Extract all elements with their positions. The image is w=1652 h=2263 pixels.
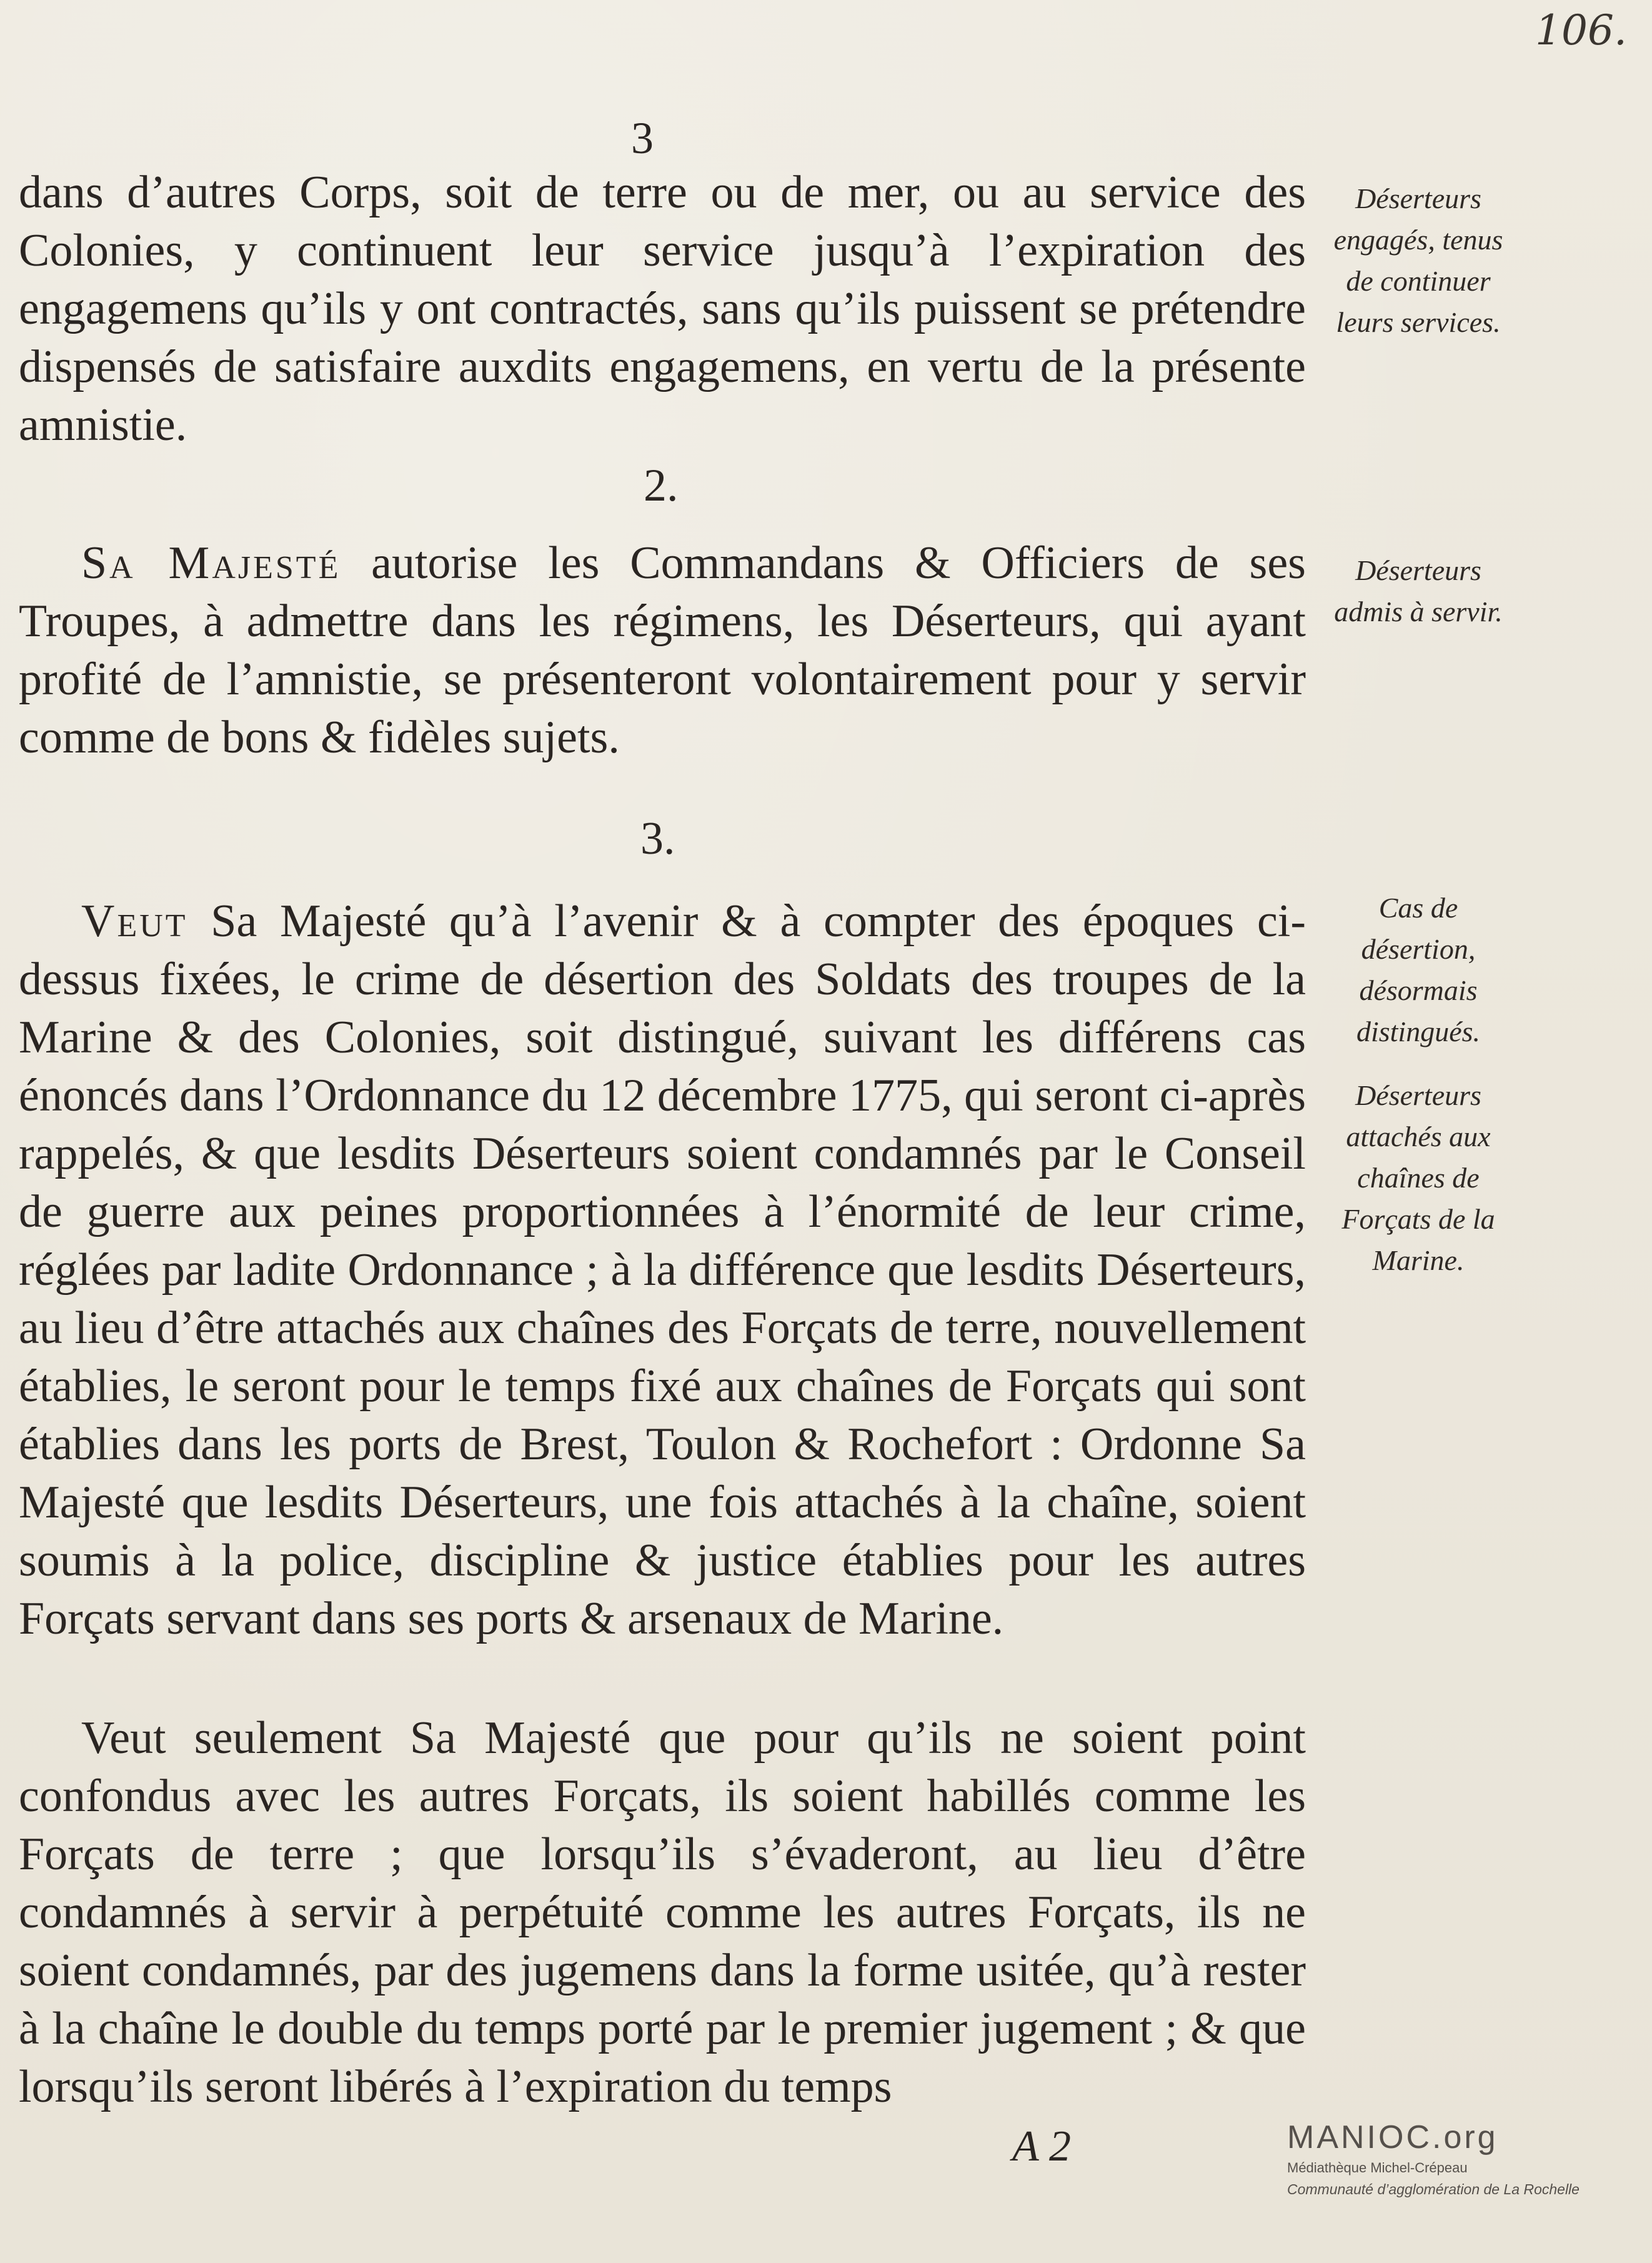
margin-note-2: Déserteurs admis à servir. (1334, 554, 1503, 627)
article-2-text: autorise les Commandans & Officiers de ses Troupes, à admettre dans les régimens, les Déserteurs, qui ayant profité de l’amnistie, se présenteront volontairement pour y servir comme de bons & fidèles sujets. (19, 537, 1306, 763)
article-2 (19, 534, 1306, 767)
article-3-number: 3. (640, 813, 675, 864)
article-2-paragraph (19, 534, 1306, 767)
article-3 (19, 892, 1306, 1648)
article-2-lead: Sa Majesté (81, 537, 341, 589)
page-signature-top: 3 (631, 113, 655, 163)
folio-number: 106. (1535, 6, 1627, 54)
article-3-text: Sa Majesté qu’à l’avenir & à compter des époques ci-dessus fixées, le crime de désertion des Soldats des troupes de la Marine & des Colonies, soit distingué, suivant les différens cas énoncés dans l’Ordonnance du 12 décembre 1775, qui seront ci-après rappelés, & que lesdits Déserteurs soient condamnés par le Conseil de guerre aux peines proportionnées à l’énormité de leur crime, réglées par ladite Ordonnance ; à la différence que lesdits Déserteurs, au lieu d’être attachés aux chaînes des Forçats de terre, nouvellement établies, le seront pour le temps fixé aux chaînes de Forçats qui sont établies dans les ports de Brest, Toulon & Rochefort : Ordonne Sa Majesté que lesdits Déserteurs, une fois attachés à la chaîne, soient soumis à la police, discipline & justice établies pour les autres Forçats servant dans ses ports & arsenaux de Marine. (19, 896, 1306, 1644)
margin-note-4: Déserteurs attachés aux chaînes de Forçats de la Marine. (1341, 1079, 1495, 1276)
watermark-brand: MANIOC.org (1287, 2119, 1498, 2156)
watermark-line-1: Médiathèque Michel-Crépeau (1287, 2160, 1468, 2176)
margin-note-1: Déserteurs engagés, tenus de continuer leurs services. (1333, 182, 1503, 338)
article-3-paragraph (19, 892, 1306, 1648)
paragraph-1 (19, 164, 1306, 454)
paragraph-last (19, 1709, 1306, 2116)
article-2-number: 2. (644, 460, 679, 511)
watermark-line-2: Communauté d’agglomération de La Rochelle (1287, 2181, 1580, 2197)
article-3-lead: Veut (81, 896, 188, 947)
margin-note-3: Cas de désertion, désormais distingués. (1356, 892, 1481, 1047)
library-watermark (1287, 2119, 1637, 2198)
paragraph-1-text: dans d’autres Corps, soit de terre ou de mer, ou au service des Colonies, y continuent leur service jusqu’à l’expiration des engagemens qu’ils y ont contractés, sans qu’ils puissent se prétendre dispensés de satisfaire auxdits engagemens, en vertu de la présente amnistie. (19, 167, 1306, 451)
paragraph-last-text: Veut seulement Sa Majesté que pour qu’ils ne soient point confondus avec les autres Forçats, ils soient habillés comme les Forçats de terre ; que lorsqu’ils s’évaderont, au lieu d’être condamnés à servir à perpétuité comme les autres Forçats, ils ne soient condamnés, par des jugemens dans la forme usitée, qu’à rester à la chaîne le double du temps porté par le premier jugement ; & que lorsqu’ils seront libérés à l’expiration du temps (19, 1712, 1306, 2112)
page-signature-footer: A 2 (1012, 2122, 1071, 2171)
